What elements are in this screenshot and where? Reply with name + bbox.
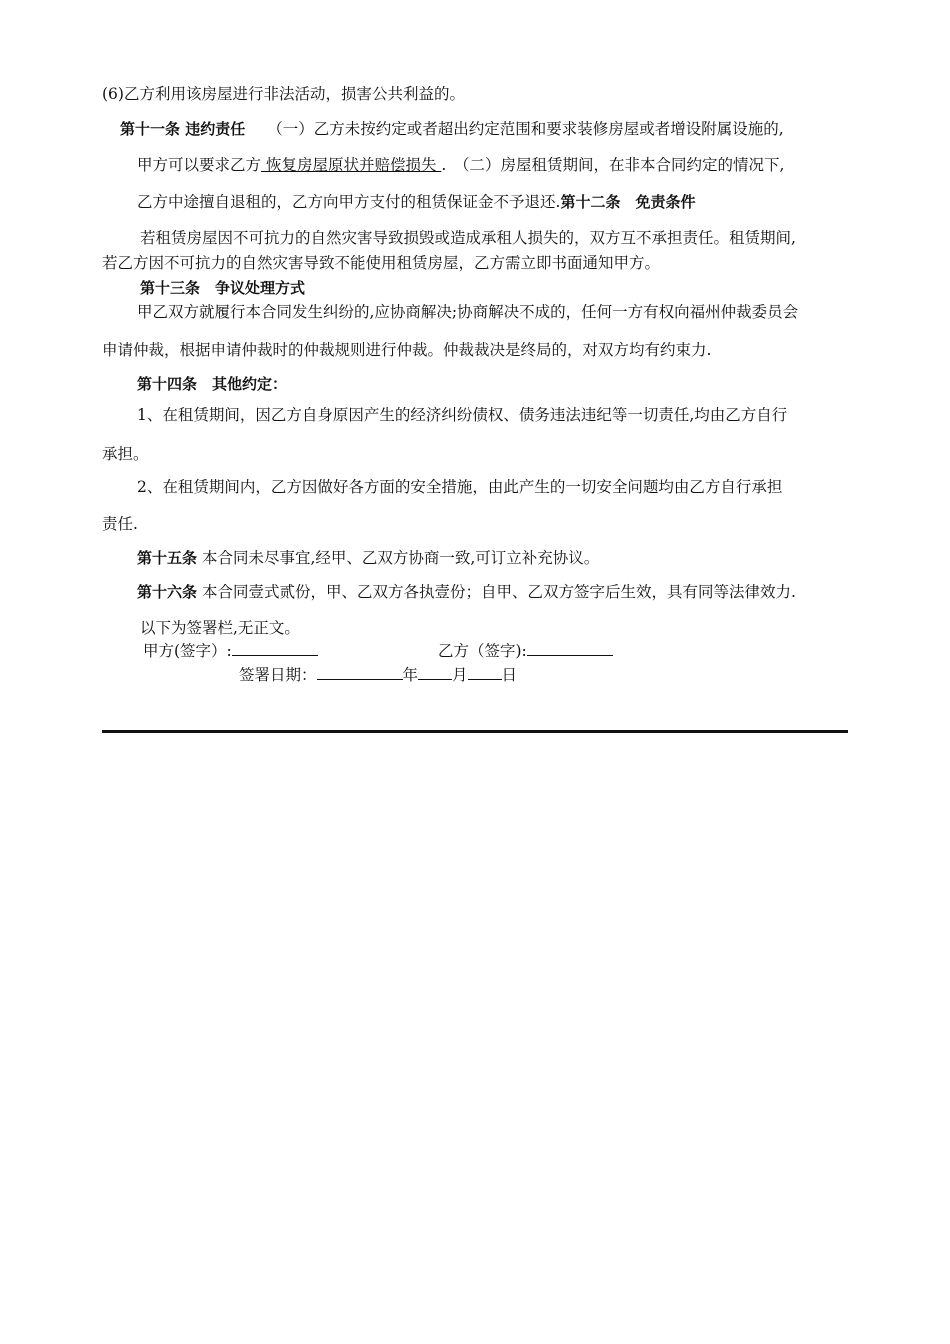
party-a-label: 甲方(签字）: xyxy=(143,642,232,660)
signing-date xyxy=(239,665,517,685)
article-16-heading: 第十六条 xyxy=(137,583,198,601)
date-label: 签署日期： xyxy=(239,666,317,684)
article-11-line-1 xyxy=(120,119,784,139)
party-b-signature-blank xyxy=(527,641,613,656)
party-a-signature xyxy=(143,641,318,661)
article-12-text-2: 若乙方因不可抗力的自然灾害导致不能使用租赁房屋，乙方需立即书面通知甲方。 xyxy=(102,254,661,272)
article-12-text-1: 若租赁房屋因不可抗力的自然灾害导致损毁或造成承租人损失的，双方互不承担责任。租赁期间, xyxy=(140,229,796,247)
article-14-heading: 第十四条 其他约定： xyxy=(137,375,288,393)
year-blank xyxy=(317,665,403,680)
day-blank xyxy=(468,665,502,680)
article-11-text-2a: 甲方可以要求乙方 xyxy=(137,156,262,174)
article-14-item-2b: 责任. xyxy=(102,515,138,533)
article-14-item-1a: 1、在租赁期间，因乙方自身原因产生的经济纠纷债权、债务违法违纪等一切责任,均由乙方自行 xyxy=(137,406,788,424)
article-16-text: 本合同壹式贰份，甲、乙双方各执壹份；自甲、乙双方签字后生效，具有同等法律效力. xyxy=(201,583,796,601)
article-13-heading: 第十三条 争议处理方式 xyxy=(140,279,306,297)
year-label: 年 xyxy=(402,666,419,684)
article-15-line xyxy=(137,548,599,568)
article-14-item-2a: 2、在租赁期间内，乙方因做好各方面的安全措施，由此产生的一切安全问题均由乙方自行承担 xyxy=(137,478,783,496)
day-label: 日 xyxy=(501,666,518,684)
article-15-heading: 第十五条 xyxy=(137,549,198,567)
article-12-heading: 第十二条 免责条件 xyxy=(560,193,696,211)
party-b-signature xyxy=(438,641,613,661)
article-13-text-2: 申请仲裁，根据申请仲裁时的仲裁规则进行仲裁。仲裁裁决是终局的，对双方均有约束力. xyxy=(102,341,712,359)
article-16-line xyxy=(137,582,796,602)
party-a-signature-blank xyxy=(232,641,318,656)
article-11-text-3: 乙方中途擅自退租的，乙方向甲方支付的租赁保证金不予退还. xyxy=(137,193,561,211)
article-11-line-3 xyxy=(137,192,695,212)
article-15-text: 本合同未尽事宜,经甲、乙双方协商一致,可订立补充协议。 xyxy=(201,549,600,567)
article-11-text-2b: . （二）房屋租赁期间，在非本合同约定的情况下, xyxy=(441,156,785,174)
party-b-label: 乙方（签字): xyxy=(438,642,527,660)
clause-6-line: (6)乙方利用该房屋进行非法活动，损害公共利益的。 xyxy=(102,85,465,103)
article-11-heading: 第十一条 违约责任 xyxy=(120,120,246,138)
bottom-divider xyxy=(102,730,848,733)
article-11-line-2 xyxy=(137,155,784,175)
article-14-item-1b: 承担。 xyxy=(102,445,149,463)
month-blank xyxy=(418,665,452,680)
signature-note: 以下为签署栏,无正文。 xyxy=(140,619,300,637)
article-11-underlined-remedy: 恢复房屋原状并赔偿损失 xyxy=(261,156,442,174)
article-11-text-1: （一）乙方未按约定或者超出约定范围和要求装修房屋或者增设附属设施的, xyxy=(267,120,784,138)
month-label: 月 xyxy=(452,666,468,684)
article-13-text-1: 甲乙双方就履行本合同发生纠纷的,应协商解决;协商解决不成的，任何一方有权向福州仲裁委员会 xyxy=(137,303,799,321)
